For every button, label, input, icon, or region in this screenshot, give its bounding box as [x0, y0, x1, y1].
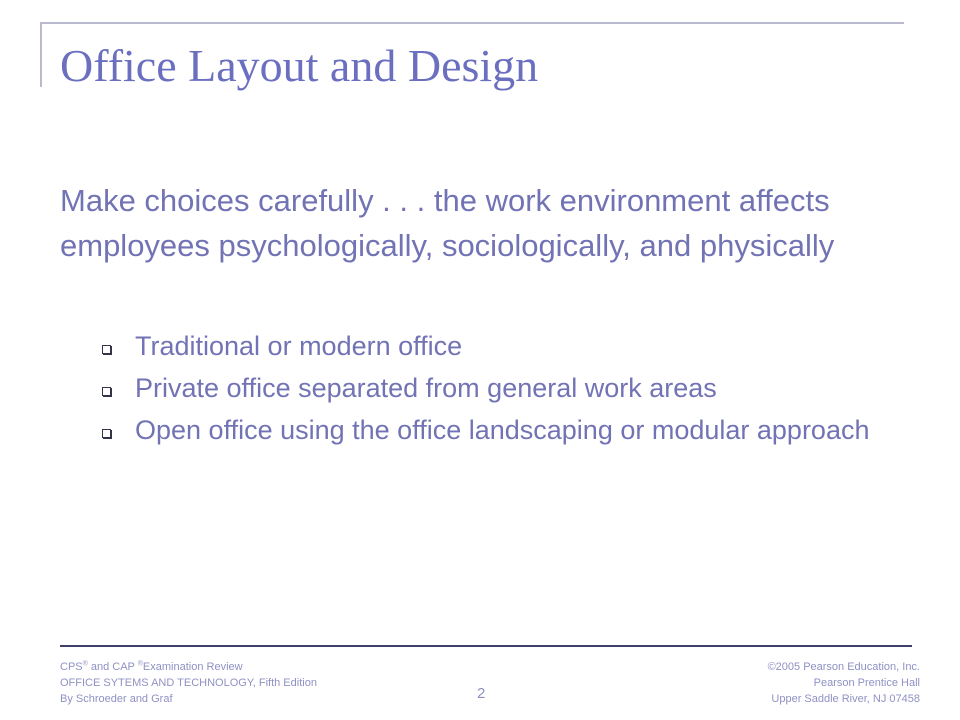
footer-publisher-line-1: ©2005 Pearson Education, Inc. [767, 661, 920, 673]
registered-mark: ® [137, 660, 143, 668]
bullet-list [102, 329, 892, 455]
title-frame-top-line [40, 22, 904, 24]
footer-review-text: Examination Review [142, 661, 243, 673]
square-bullet-icon [102, 345, 111, 354]
intro-text: Make choices carefully . . . the work environment affects employees psychologically, sociologically, and physically [60, 183, 835, 263]
footer-course-line-3: By Schroeder and Graf [60, 693, 173, 705]
footer-publisher-line-2: Pearson Prentice Hall [813, 677, 920, 689]
bullet-text: Traditional or modern office [135, 331, 463, 361]
footer-publisher-info [768, 659, 920, 707]
bullet-item [102, 413, 892, 447]
bullet-text: Open office using the office landscaping or modular approach [135, 415, 870, 445]
footer-course-line-2: OFFICE SYTEMS AND TECHNOLOGY, Fifth Edition [60, 677, 317, 689]
bullet-item [102, 329, 892, 363]
footer-course-line-1 [60, 659, 317, 675]
footer-divider [60, 645, 912, 647]
square-bullet-icon [102, 429, 111, 438]
footer-cap-text: and CAP [87, 661, 138, 673]
registered-mark: ® [82, 660, 88, 668]
page-number: 2 [477, 685, 486, 702]
slide-title: Office Layout and Design [60, 40, 539, 91]
bullet-item [102, 371, 892, 405]
title-frame-left-line [40, 22, 42, 87]
footer-course-info [60, 659, 317, 707]
square-bullet-icon [102, 387, 111, 396]
footer-cps-text: CPS [60, 661, 83, 673]
bullet-text: Private office separated from general work areas [135, 373, 717, 403]
footer-publisher-line-3: Upper Saddle River, NJ 07458 [771, 693, 920, 705]
